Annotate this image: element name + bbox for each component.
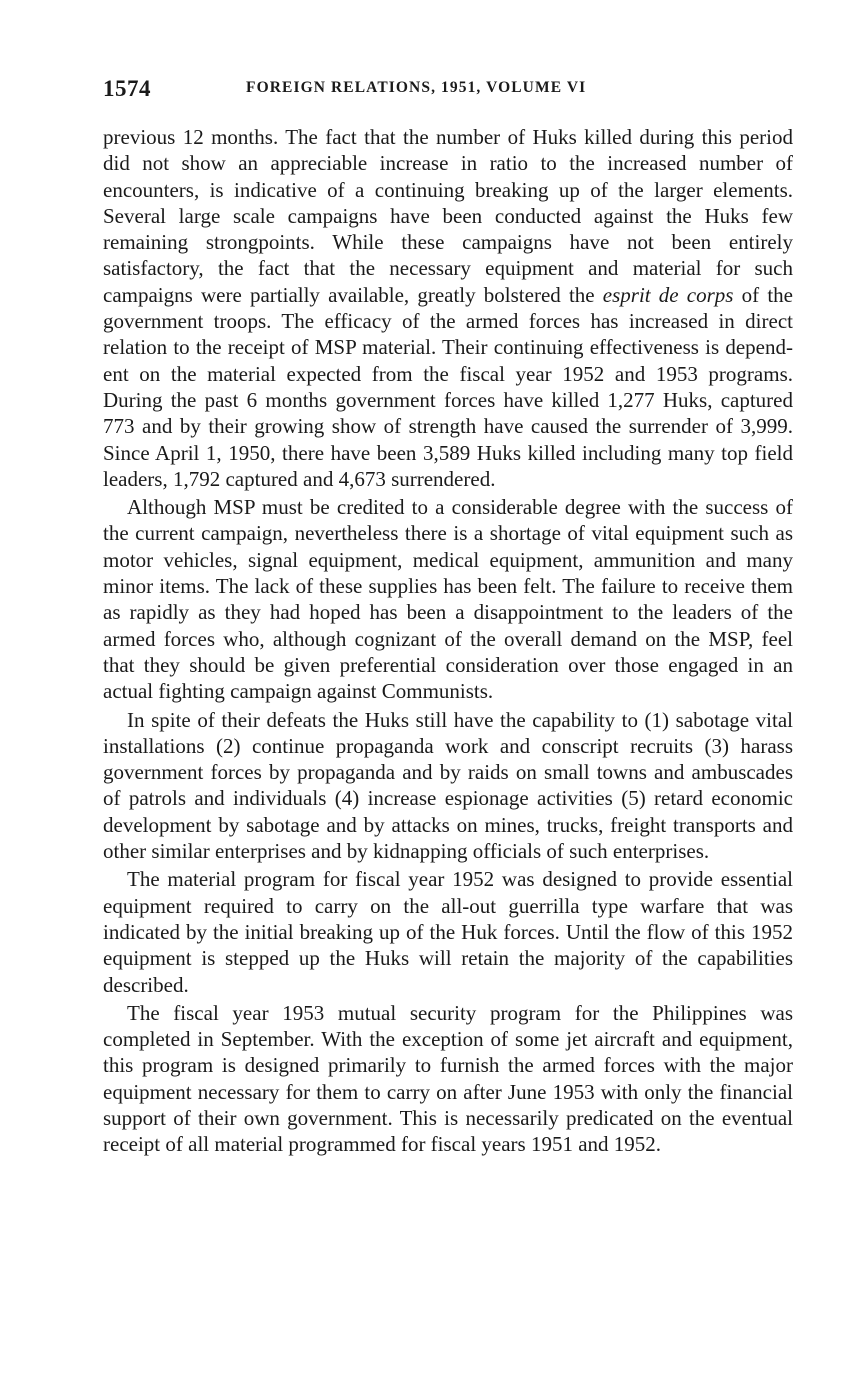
italic-phrase: esprit de corps (602, 282, 734, 307)
paragraph-continued (103, 124, 793, 492)
paragraph: In spite of their defeats the Huks still have the capability to (1) sabotage vital installations (2) continue propaganda work and conscript recruits (3) harass government forces by propaganda and by raids on small towns and ambuscades of patrols and individuals (4) increase espionage activities (5) retard economic development by sabotage and by attacks on mines, trucks, freight transports and other similar enterprises and by kidnapping officials of such enterprises. (103, 707, 793, 864)
paragraph: Although MSP must be credited to a considerable degree with the success of the current campaign, nevertheless there is a shortage of vital equipment such as motor vehicles, signal equipment, medical equipment, ammunition and many minor items. The lack of these supplies has been felt. The failure to receive them as rapidly as they had hoped has been a disappointment to the leaders of the armed forces who, although cognizant of the overall demand on the MSP, feel that they should be given preferential consideration over those engaged in an actual fighting campaign against Communists. (103, 495, 793, 704)
paragraph: The fiscal year 1953 mutual security program for the Philippines was completed in September. With the exception of some jet aircraft and equipment, this program is designed primarily to furnish the armed forces with the major equipment necessary for them to carry on after June 1953 with only the financial support of their own government. This is necessarily predicated on the eventual receipt of all material programmed for fiscal years 1951 and 1952. (103, 1000, 793, 1157)
running-head (103, 76, 793, 110)
page-number: 1574 (103, 76, 151, 101)
paragraph-text: previous 12 months. The fact that the number of Huks killed during this period did not show an appreciable increase in ratio to the increased number of encounters, is indicative of a continuing breaking up of the larger elements. Several large scale campaigns have been conducted against the Huks few remaining strongpoints. While these campaigns have not been entirely satisfactory, the fact that the necessary equipment and material for such campaigns were partially available, greatly bolstered the (103, 125, 793, 307)
running-title: FOREIGN RELATIONS, 1951, VOLUME VI (246, 79, 587, 96)
paragraph: The material program for fiscal year 1952 was designed to provide essential equipment required to carry on the all-out guerrilla type warfare that was indicated by the initial breaking up of the Huk forces. Until the flow of this 1952 equipment is stepped up the Huks will retain the majority of the capabilities described. (103, 867, 793, 997)
document-page (103, 76, 793, 1158)
paragraph-text: of the government troops. The efficacy of the armed forces has increased in direct relation to the receipt of MSP material. Their continuing effectiveness is dependent on the material expected from the fiscal year 1952 and 1953 programs. During the past 6 months government forces have killed 1,277 Huks, captured 773 and by their growing show of strength have caused the surrender of 3,999. Since April 1, 1950, there have been 3,589 Huks killed including many top field leaders, 1,792 captured and 4,673 surrendered. (103, 282, 793, 491)
body-text (103, 124, 793, 1158)
